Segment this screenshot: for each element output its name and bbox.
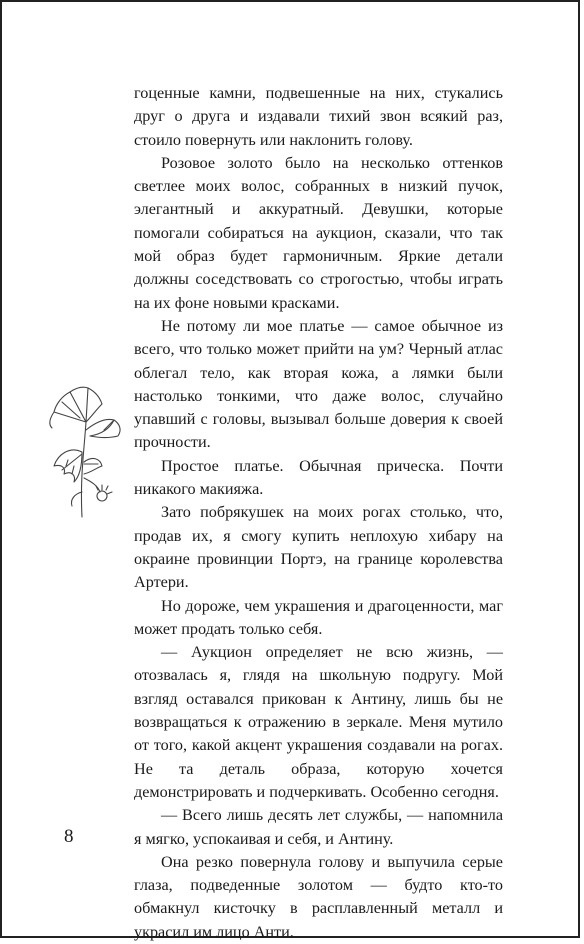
paragraph: Зато побрякушек на моих рогах столько, что, продав их, я смогу купить неплохую хибару на окраине провинции Портэ, на границе королевства Артери. (134, 503, 503, 592)
paragraph: Простое платье. Обычная прическа. Почти никакого макияжа. (134, 456, 503, 499)
paragraph: Розовое золото было на несколько оттенков светлее моих волос, собранных в низкий пучок, элегантный и аккуратный. Девушки, которые помогали собираться на аукцион, сказали, что так мой образ будет гармоничным. Яркие детали должны соседствовать со строгостью, чтобы играть на их фоне новыми красками. (134, 153, 503, 312)
paragraph: Но дороже, чем украшения и драгоценности, маг может продать только себя. (134, 596, 503, 638)
paragraph: Она резко повернула голову и выпучила серые глаза, подведенные золотом — будто кто-то обмакнул кисточку в расплавленный металл и украсил им лицо Анти. (134, 852, 503, 941)
paragraph: гоценные камни, подвешенные на них, стукались друг о друга и издавали тихий звон всякий раз, стоило повернуть или наклонить голову. (134, 84, 503, 149)
body-text (134, 82, 503, 944)
page-number: 8 (64, 826, 74, 847)
flower-sketch-icon (40, 382, 130, 522)
paragraph: — Всего лишь десять лет службы, — напомнила я мягко, успокаивая и себя, и Антину. (134, 806, 503, 848)
paragraph: Не потому ли мое платье — самое обычное из всего, что только может прийти на ум? Черный атлас облегал тело, как вторая кожа, а лямки были настолько тонкими, что даже волос, случайно упавший с головы, вызывал больше доверия к своей прочности. (134, 316, 503, 452)
paragraph: — Аукцион определяет не всю жизнь, — отозвалась я, глядя на школьную подругу. Мой взгляд оставался прикован к Антину, лишь бы не возвращаться к отражению в зеркале. Меня мутило от того, какой акцент украшения создавали на рогах. Не та деталь образа, которую хочется демонстрировать и подчеркивать. Особенно сегодня. (134, 643, 503, 801)
